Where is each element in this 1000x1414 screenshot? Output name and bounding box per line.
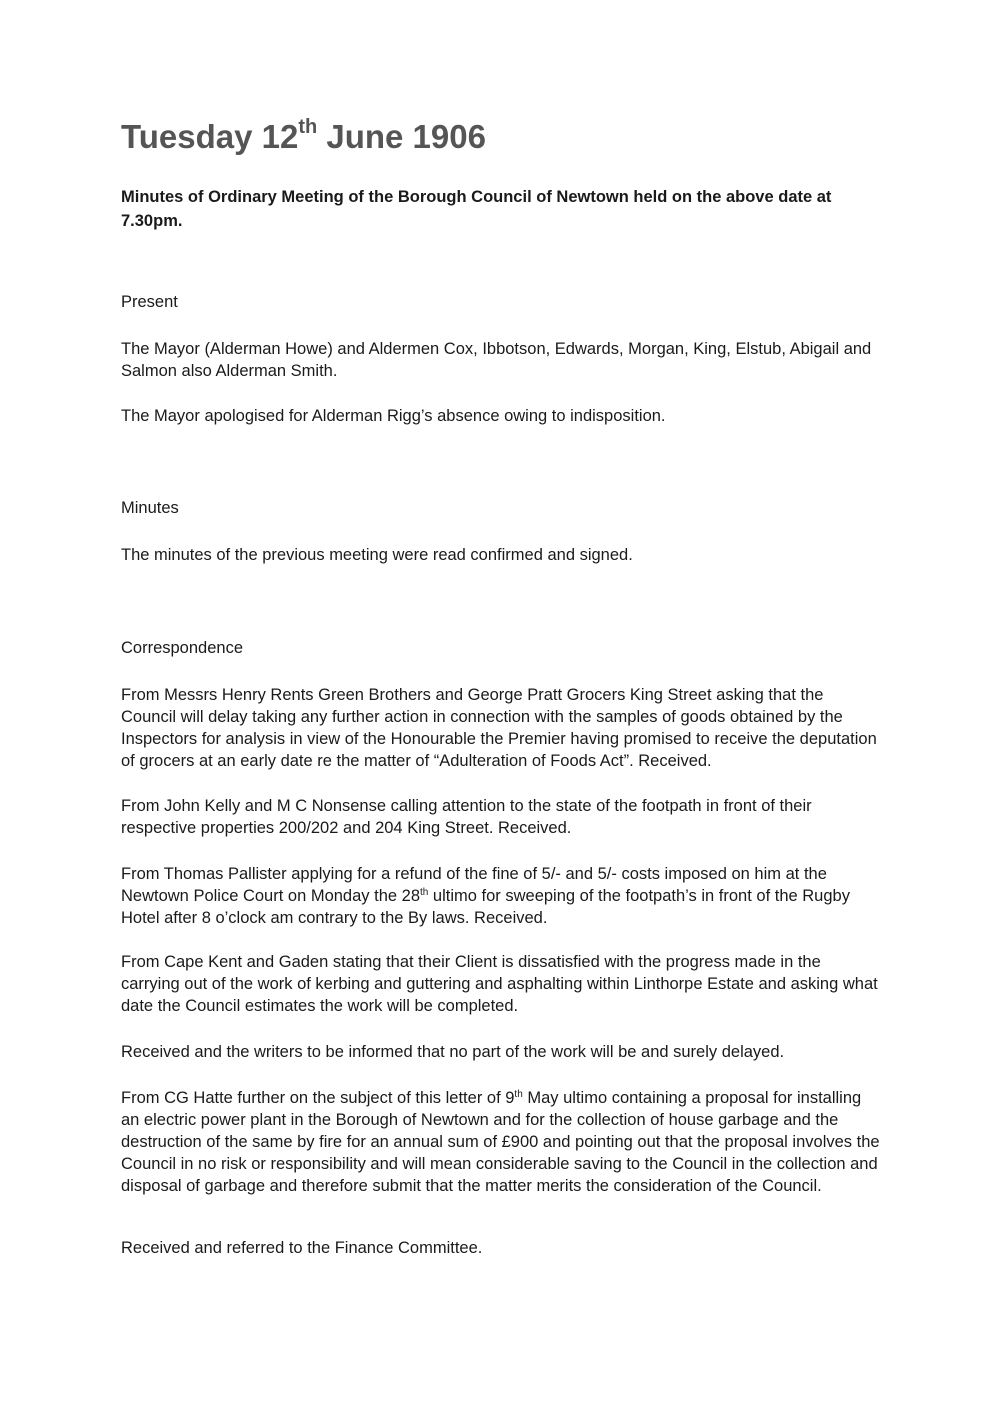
- correspondence-paragraph-3: [121, 863, 881, 929]
- p3-after: ultimo for sweeping of the footpath’s in front of the Rugby Hotel after 8 o’clock am contrary to the By laws. Received.: [121, 887, 850, 927]
- title-prefix: Tuesday 12: [121, 118, 299, 155]
- present-paragraph-1: The Mayor (Alderman Howe) and Aldermen Cox, Ibbotson, Edwards, Morgan, King, Elstub, Abigail and Salmon also Alderman Smith.: [121, 340, 872, 380]
- correspondence-paragraph-7: Received and referred to the Finance Committee.: [121, 1239, 483, 1257]
- minutes-paragraph-1: The minutes of the previous meeting were read confirmed and signed.: [121, 546, 633, 564]
- correspondence-paragraph-6: [121, 1087, 881, 1197]
- correspondence-heading: Correspondence: [121, 639, 243, 657]
- title-suffix: June 1906: [317, 118, 486, 155]
- correspondence-paragraph-5: Received and the writers to be informed that no part of the work will be and surely delayed.: [121, 1043, 785, 1061]
- present-heading: Present: [121, 293, 178, 311]
- meeting-subtitle: Minutes of Ordinary Meeting of the Borough Council of Newtown held on the above date at 7.30pm.: [121, 188, 832, 230]
- present-paragraph-2: The Mayor apologised for Alderman Rigg’s absence owing to indisposition.: [121, 407, 666, 425]
- p3-superscript: th: [420, 887, 429, 898]
- p6-after: May ultimo containing a proposal for installing an electric power plant in the Borough of Newtown and for the collection of house garbage and the destruction of the same by fire for an annual sum of £900 and pointing out that the proposal involves the Council in no risk or responsibility and will mean considerable saving to the Council in the collection and disposal of garbage and therefore submit that the matter merits the consideration of the Council.: [121, 1089, 880, 1195]
- p6-before: From CG Hatte further on the subject of this letter of 9: [121, 1089, 515, 1107]
- correspondence-paragraph-1: From Messrs Henry Rents Green Brothers and George Pratt Grocers King Street asking that the Council will delay taking any further action in connection with the samples of goods obtained by the Inspectors for analysis in view of the Honourable the Premier having promised to receive the deputation of grocers at an early date re the matter of “Adulteration of Foods Act”. Received.: [121, 686, 877, 770]
- correspondence-paragraph-4: From Cape Kent and Gaden stating that their Client is dissatisfied with the progress made in the carrying out of the work of kerbing and guttering and asphalting within Linthorpe Estate and asking what date the Council estimates the work will be completed.: [121, 953, 878, 1015]
- minutes-heading: Minutes: [121, 499, 179, 517]
- p3-before: From Thomas Pallister applying for a refund of the fine of 5/- and 5/- costs imposed on him at the Newtown Police Court on Monday the 28: [121, 865, 827, 905]
- page-title: [121, 118, 486, 156]
- correspondence-paragraph-2: From John Kelly and M C Nonsense calling attention to the state of the footpath in front of their respective properties 200/202 and 204 King Street. Received.: [121, 797, 812, 837]
- p6-superscript: th: [514, 1089, 523, 1100]
- title-superscript: th: [298, 116, 318, 138]
